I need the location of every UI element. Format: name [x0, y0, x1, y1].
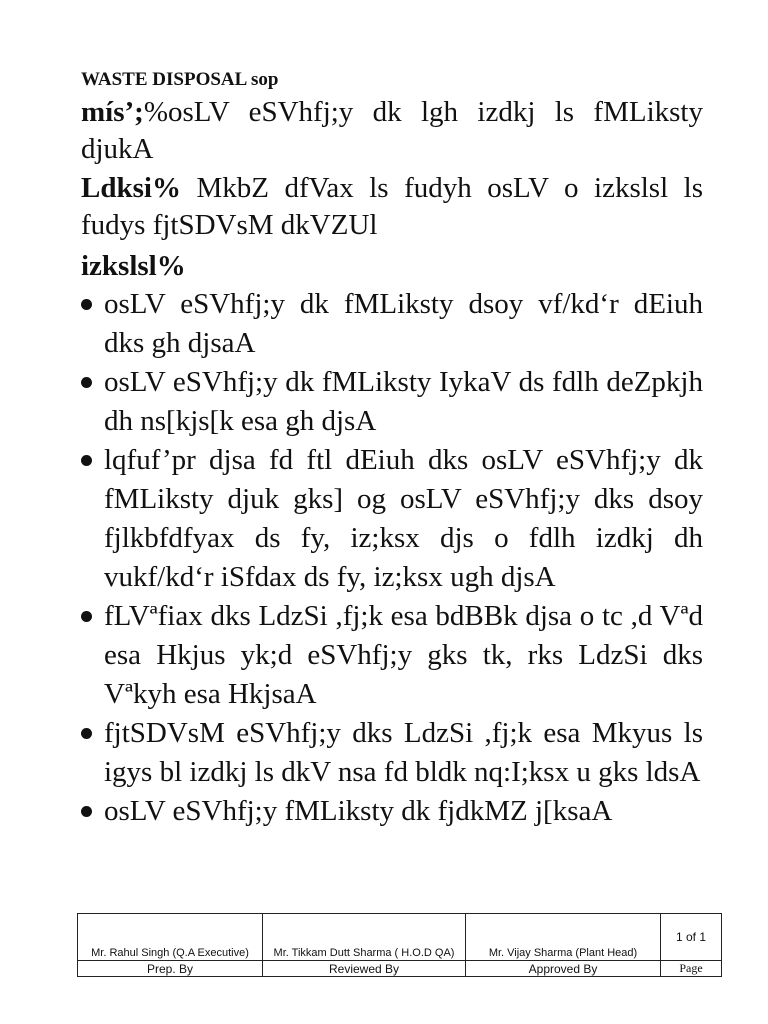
- objective-text: %osLV eSVhfj;y dk lgh izdkj ls fMLiksty djukA: [81, 96, 703, 165]
- page-label: Page: [661, 961, 722, 977]
- list-item: [81, 363, 703, 441]
- list-item: [81, 597, 703, 714]
- objective-paragraph: [81, 94, 703, 168]
- list-item-text: osLV eSVhfj;y dk fMLiksty IykaV ds fdlh deZpkjh dh ns[kjs[k esa gh djsA: [104, 366, 703, 437]
- document-title: WASTE DISPOSAL sop: [81, 69, 279, 90]
- procedure-list: [81, 285, 703, 831]
- objective-label: mís’;: [81, 96, 144, 128]
- footer-roles-row: [78, 961, 722, 977]
- prepared-by-label: Prep. By: [78, 961, 263, 977]
- bullet-icon: [81, 377, 92, 388]
- bullet-icon: [81, 806, 92, 817]
- scope-paragraph: [81, 170, 703, 244]
- list-item: [81, 792, 703, 831]
- list-item-text: fjtSDVsM eSVhfj;y dks LdzSi ,fj;k esa Mkyus ls igys bl izdkj ls dkV nsa fd bldk nq:I;ksx u gks ldsA: [104, 717, 703, 788]
- bullet-icon: [81, 611, 92, 622]
- bullet-icon: [81, 455, 92, 466]
- list-item-text: osLV eSVhfj;y dk fMLiksty dsoy vf/kd‘r dEiuh dks gh djsaA: [104, 288, 703, 359]
- procedure-heading: izkslsl%: [81, 250, 186, 282]
- scope-label: Ldksi%: [81, 172, 181, 204]
- list-item: [81, 285, 703, 363]
- list-item: [81, 441, 703, 597]
- list-item-text: fLVªfiax dks LdzSi ,fj;k esa bdBBk djsa o tc ,d Vªd esa Hkjus yk;d eSVhfj;y gks tk, rks LdzSi dks Vªkyh esa HkjsaA: [104, 600, 703, 710]
- document-body: [81, 66, 703, 831]
- scope-text: MkbZ dfVax ls fudyh osLV o izkslsl ls fudys fjtSDVsM dkVZUl: [81, 172, 703, 241]
- page-number: 1 of 1: [661, 914, 722, 961]
- list-item: [81, 714, 703, 792]
- approved-by-name: Mr. Vijay Sharma (Plant Head): [466, 914, 661, 961]
- approval-footer-table: [77, 913, 722, 977]
- bullet-icon: [81, 728, 92, 739]
- reviewed-by-name: Mr. Tikkam Dutt Sharma ( H.O.D QA): [263, 914, 466, 961]
- approved-by-label: Approved By: [466, 961, 661, 977]
- reviewed-by-label: Reviewed By: [263, 961, 466, 977]
- footer-names-row: [78, 914, 722, 961]
- list-item-text: lqfuf’pr djsa fd ftl dEiuh dks osLV eSVhfj;y dk fMLiksty djuk gks] og osLV eSVhfj;y dks dsoy fjlkbfdfyax ds fy, iz;ksx djs o fdlh izdkj dh vukf/kd‘r iSfdax ds fy, iz;ksx ugh djsA: [104, 444, 703, 593]
- list-item-text: osLV eSVhfj;y fMLiksty dk fjdkMZ j[ksaA: [104, 795, 613, 827]
- prepared-by-name: Mr. Rahul Singh (Q.A Executive): [78, 914, 263, 961]
- bullet-icon: [81, 299, 92, 310]
